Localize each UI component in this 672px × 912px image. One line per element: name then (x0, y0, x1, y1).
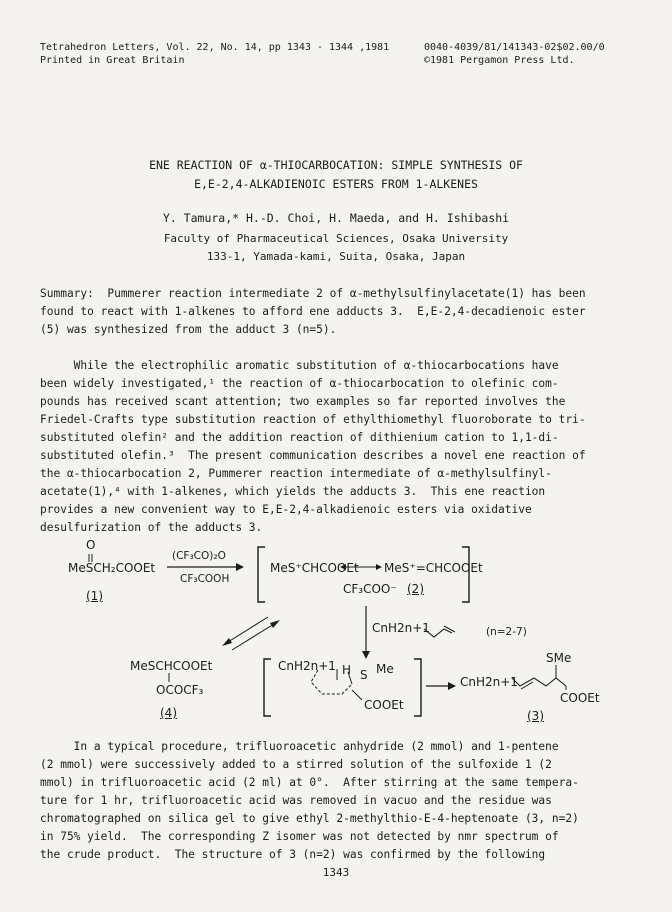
cation-a: MeS⁺CHCOOEt (270, 561, 359, 575)
compound-3-label: (3) (527, 709, 544, 723)
product-alkyl: CnH2n+1 (460, 675, 518, 689)
cation-b: MeS⁺=CHCOOEt (384, 561, 483, 575)
tfa-adduct-4: MeSCHCOOEt (130, 659, 213, 673)
procedure-line-7: the crude product. The structure of 3 (n=2) was confirmed by the following (40, 848, 546, 861)
ts-ester: COOEt (364, 698, 404, 712)
summary-line-2: found to react with 1-alkenes to afford ene adducts 3. E,E-2,4-decadienoic ester (40, 305, 586, 318)
intro-line-2: been widely investigated,¹ the reaction of α-thiocarbocation to olefinic com- (40, 377, 559, 390)
compound-4-label: (4) (160, 706, 177, 720)
procedure-line-4: ture for 1 hr, trifluoroacetic acid was removed in vacuo and the residue was (40, 794, 552, 807)
printed-note: Printed in Great Britain (40, 55, 185, 66)
page-number: 1343 (322, 866, 350, 879)
intro-line-5: substituted olefin² and the addition reaction of dithienium cation to 1,1-di- (40, 431, 559, 444)
intro-line-8: acetate(1),⁴ with 1-alkenes, which yields the adducts 3. This ene reaction (40, 485, 546, 498)
article-code: 0040-4039/81/141343-02$02.00/0 (424, 42, 605, 53)
reagent-anhydride: (CF₃CO)₂O (172, 550, 226, 562)
counter-ion: CF₃COO⁻ (343, 582, 397, 596)
product-ester: COOEt (560, 691, 600, 705)
ts-sulfur: S (360, 668, 368, 682)
alkene-alkyl: CnH2n+1 (372, 621, 430, 635)
sulfoxide-1: MeSCH₂COOEt (68, 561, 156, 575)
procedure-line-2: (2 mmol) were successively added to a stirred solution of the sulfoxide 1 (2 (40, 758, 552, 771)
reagent-acid: CF₃COOH (180, 573, 230, 585)
intro-line-3: pounds has received scant attention; two examples so far reported involves the (40, 395, 566, 408)
procedure-line-5: chromatographed on silica gel to give ethyl 2-methylthio-E-4-heptenoate (3, n=2) (40, 812, 579, 825)
ts-methyl: Me (376, 662, 394, 676)
copyright: ©1981 Pergamon Press Ltd. (424, 55, 575, 66)
authors: Y. Tamura,* H.-D. Choi, H. Maeda, and H. Ishibashi (162, 211, 510, 225)
journal-citation: Tetrahedron Letters, Vol. 22, No. 14, pp 1343 - 1344 ,1981 (40, 42, 390, 53)
summary-line-1: Summary: Pummerer reaction intermediate 2 of α-methylsulfinylacetate(1) has been (40, 287, 586, 300)
procedure-line-3: mmol) in trifluoroacetic acid (2 ml) at 0°. After stirring at the same tempera- (40, 776, 579, 789)
ts-alkyl: CnH2n+1 (278, 659, 336, 673)
sulfoxide-oxygen: O (86, 538, 96, 552)
tfa-adduct-4-ester: OCOCF₃ (156, 683, 204, 697)
intro-line-9: provides a new convenient way to E,E-2,4-alkadienoic esters via oxidative (40, 503, 532, 516)
intro-line-7: the α-thiocarbocation 2, Pummerer reaction intermediate of α-methylsulfinyl- (40, 467, 552, 480)
intro-line-10: desulfurization of the adducts 3. (40, 521, 263, 534)
intro-line-1: While the electrophilic aromatic substitution of α-thiocarbocations have (40, 359, 559, 372)
title-line-1: ENE REACTION OF α-THIOCARBOCATION: SIMPLE SYNTHESIS OF (149, 158, 523, 172)
product-sme: SMe (546, 651, 572, 665)
summary-line-3: (5) was synthesized from the adduct 3 (n=5). (40, 323, 337, 336)
affiliation-line-1: Faculty of Pharmaceutical Sciences, Osaka University (163, 232, 509, 245)
procedure-line-1: In a typical procedure, trifluoroacetic anhydride (2 mmol) and 1-pentene (40, 740, 559, 753)
title-line-2: E,E-2,4-ALKADIENOIC ESTERS FROM 1-ALKENES (194, 177, 478, 191)
affiliation-line-2: 133-1, Yamada-kami, Suita, Osaka, Japan (206, 250, 466, 263)
compound-1-label: (1) (86, 589, 103, 603)
intro-line-4: Friedel-Crafts type substitution reaction of ethylthiomethyl fluoroborate to tri- (40, 413, 586, 426)
intro-line-6: substituted olefin.³ The present communication describes a novel ene reaction of (40, 449, 586, 462)
n-range: (n=2-7) (486, 626, 527, 638)
procedure-line-6: in 75% yield. The corresponding Z isomer was not detected by nmr spectrum of (40, 830, 559, 843)
compound-2-label: (2) (407, 582, 424, 596)
ts-hydrogen: H (342, 663, 352, 677)
